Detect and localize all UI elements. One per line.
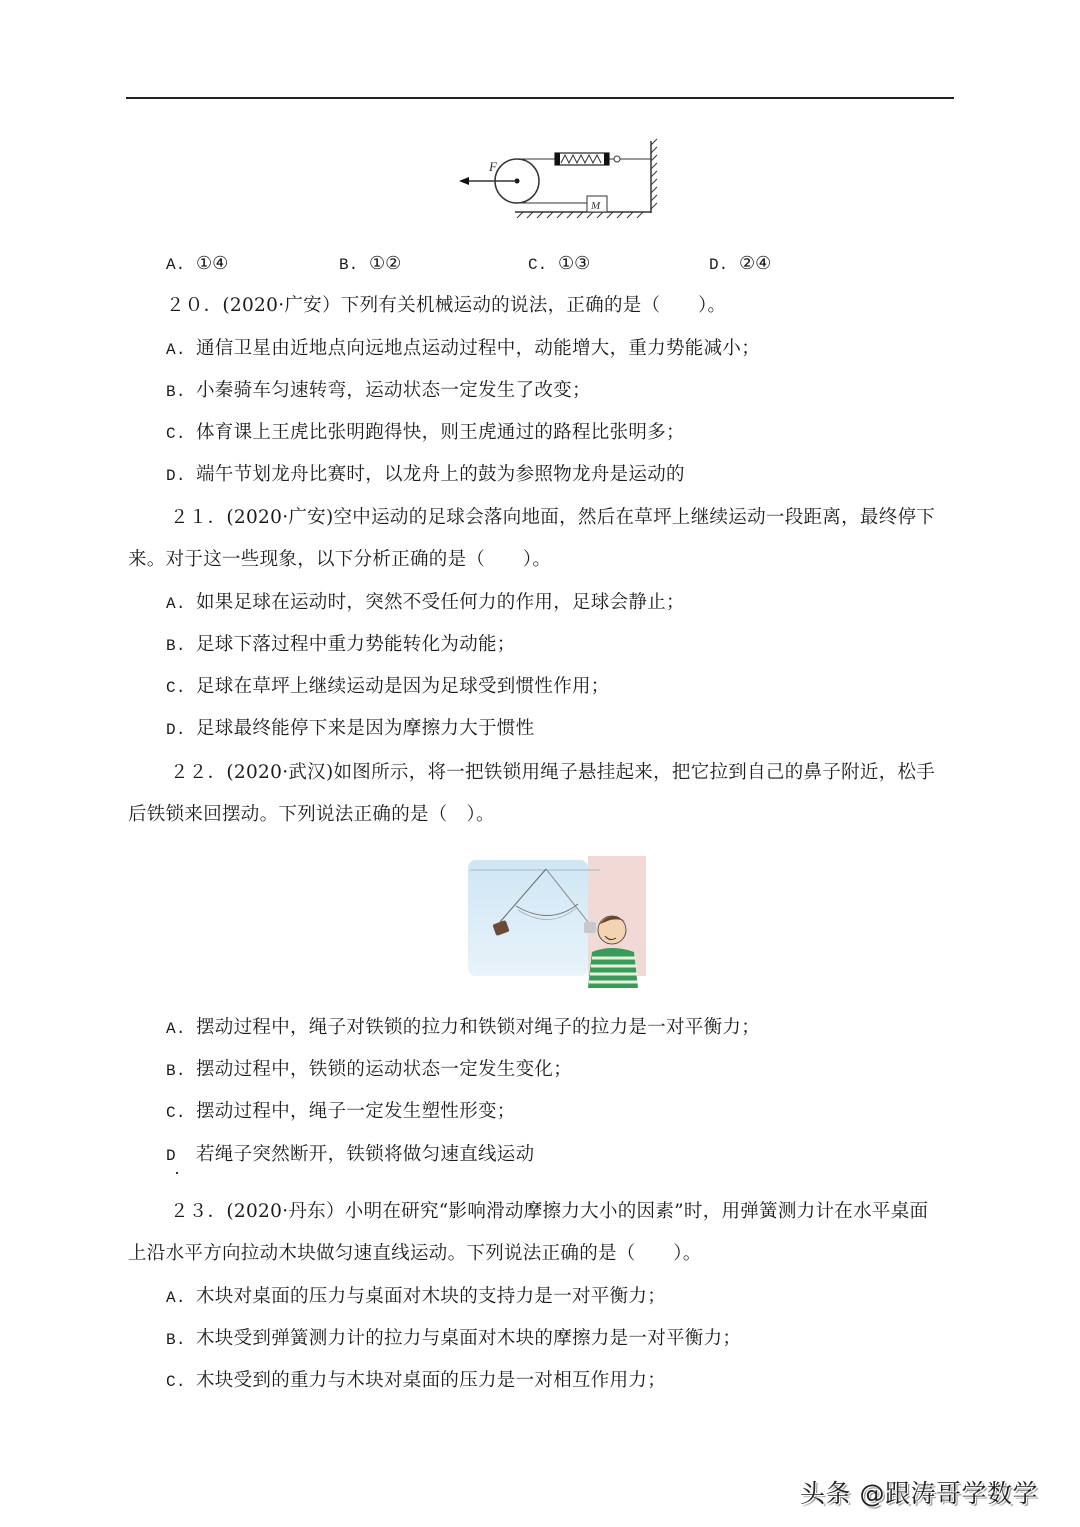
q19-choice-d: D. ②④ [709,253,772,274]
q22-option-a: A. 摆动过程中，绳子对铁锁的拉力和铁锁对绳子的拉力是一对平衡力； [166,1017,761,1038]
q21-option-c: C. 足球在草坪上继续运动是因为足球受到惯性作用； [166,676,610,697]
q22-option-c: C. 摆动过程中，绳子一定发生塑性形变； [166,1101,516,1122]
pulley-spring-diagram [455,133,667,223]
q23-stem-line2: 上沿水平方向拉动木块做匀速直线运动。下列说法正确的是（ ）。 [128,1243,702,1264]
q20-option-b: B. 小秦骑车匀速转弯，运动状态一定发生了改变； [166,380,591,401]
svg-text:M: M [591,200,601,212]
q23-stem-line1: ２３．(2020·丹东）小明在研究“影响滑动摩擦力大小的因素”时，用弹簧测力计在水平桌面 [170,1201,929,1222]
q20-stem: ２０．(2020·广安）下列有关机械运动的说法，正确的是（ ）。 [166,295,727,316]
q19-choice-b: B. ①② [339,253,402,274]
q22-option-b: B. 摆动过程中，铁锁的运动状态一定发生变化； [166,1059,573,1080]
q23-option-a: A. 木块对桌面的压力与桌面对木块的支持力是一对平衡力； [166,1286,667,1307]
q20-option-a: A. 通信卫星由近地点向远地点运动过程中，动能增大，重力势能减小； [166,338,761,359]
q21-stem-line1: ２１．(2020·广安)空中运动的足球会落向地面，然后在草坪上继续运动一段距离，最终停下 [170,507,936,528]
q19-choice-c: C. ①③ [528,253,591,274]
q20-option-d: D. 端午节划龙舟比赛时，以龙舟上的鼓为参照物龙舟是运动的 [166,464,685,485]
watermark: 头条 @跟涛哥学数学 [800,1479,1038,1508]
svg-text:F: F [489,159,497,174]
q21-option-b: B. 足球下落过程中重力势能转化为动能； [166,634,516,655]
stray-dot [176,1172,178,1174]
q19-choice-a: A. ①④ [166,253,229,274]
q23-option-c: C. 木块受到的重力与木块对桌面的压力是一对相互作用力； [166,1370,667,1391]
q22-option-d: D 若绳子突然断开，铁锁将做匀速直线运动 [166,1144,535,1165]
q22-stem-line2: 后铁锁来回摆动。下列说法正确的是（ ）。 [128,804,495,825]
q21-stem-line2: 来。对于这一些现象，以下分析正确的是（ ）。 [128,549,552,570]
header-rule [126,97,954,99]
q21-option-d: D. 足球最终能停下来是因为摩擦力大于惯性 [166,718,535,739]
q21-option-a: A. 如果足球在运动时，突然不受任何力的作用，足球会静止； [166,592,685,613]
q22-stem-line1: ２２．(2020·武汉)如图所示，将一把铁锁用绳子悬挂起来，把它拉到自己的鼻子附近，松手 [170,762,936,783]
pendulum-lock-illustration [460,852,646,988]
q23-option-b: B. 木块受到弹簧测力计的拉力与桌面对木块的摩擦力是一对平衡力； [166,1328,742,1349]
q20-option-c: C. 体育课上王虎比张明跑得快，则王虎通过的路程比张明多； [166,422,685,443]
